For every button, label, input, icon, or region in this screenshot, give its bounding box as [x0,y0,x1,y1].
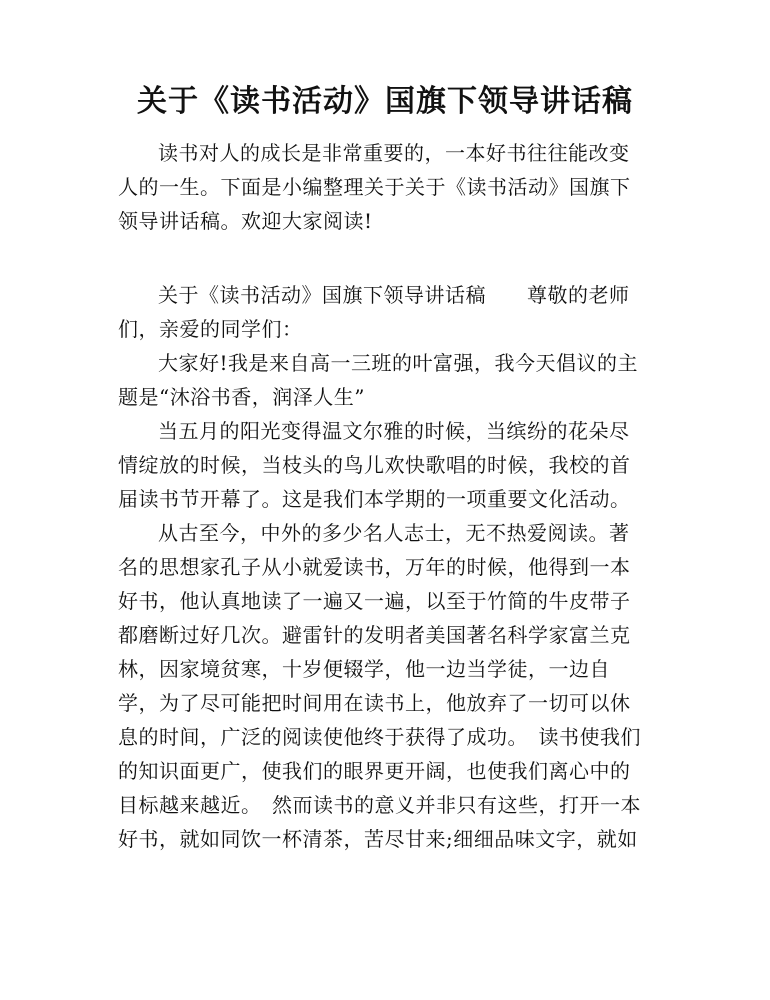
paragraph-line: 林，因家境贫寒，十岁便辍学，他一边当学徒，一边自 [118,657,610,681]
paragraph-line: 都磨断过好几次。避雷针的发明者美国著名科学家富兰克 [118,623,631,647]
paragraph-line: 名的思想家孔子从小就爱读书，万年的时候，他得到一本 [118,555,631,579]
paragraph-line: 关于《读书活动》国旗下领导讲话稿 尊敬的老师 [158,283,630,307]
paragraph-line: 当五月的阳光变得温文尔雅的时候，当缤纷的花朵尽 [158,419,630,443]
paragraph-line: 届读书节开幕了。这是我们本学期的一项重要文化活动。 [118,487,631,511]
paragraph-line: 们，亲爱的同学们： [118,317,303,341]
document-body [118,136,658,856]
paragraph-line: 学，为了尽可能把时间用在读书上，他放弃了一切可以休 [118,691,631,715]
paragraph-line: 读书对人的成长是非常重要的，一本好书往往能改变 [158,141,630,165]
paragraph-line: 从古至今，中外的多少名人志士，无不热爱阅读。著 [158,521,630,545]
paragraph-line: 的知识面更广，使我们的眼界更开阔，也使我们离心中的 [118,759,631,783]
paragraph-gap [118,238,658,278]
paragraph-line: 大家好!我是来自高一三班的叶富强，我今天倡议的主 [158,351,639,375]
paragraph-line: 好书，他认真地读了一遍又一遍，以至于竹简的牛皮带子 [118,589,631,613]
document-title: 关于《读书活动》国旗下领导讲话稿 [137,84,633,119]
paragraph-line: 目标越来越近。 然而读书的意义并非只有这些，打开一本 [118,793,641,817]
paragraph-line: 情绽放的时候，当枝头的鸟儿欢快歌唱的时候，我校的首 [118,453,631,477]
paragraph-line: 人的一生。下面是小编整理关于关于《读书活动》国旗下 [118,175,631,199]
paragraph-line: 题是“沐浴书香，润泽人生” [118,385,365,409]
paragraph-line: 领导讲话稿。欢迎大家阅读! [118,209,373,233]
paragraph-line: 好书，就如同饮一杯清茶，苦尽甘来;细细品味文字，就如 [118,827,638,851]
paragraph-line: 息的时间，广泛的阅读使他终于获得了成功。 读书使我们 [118,725,641,749]
